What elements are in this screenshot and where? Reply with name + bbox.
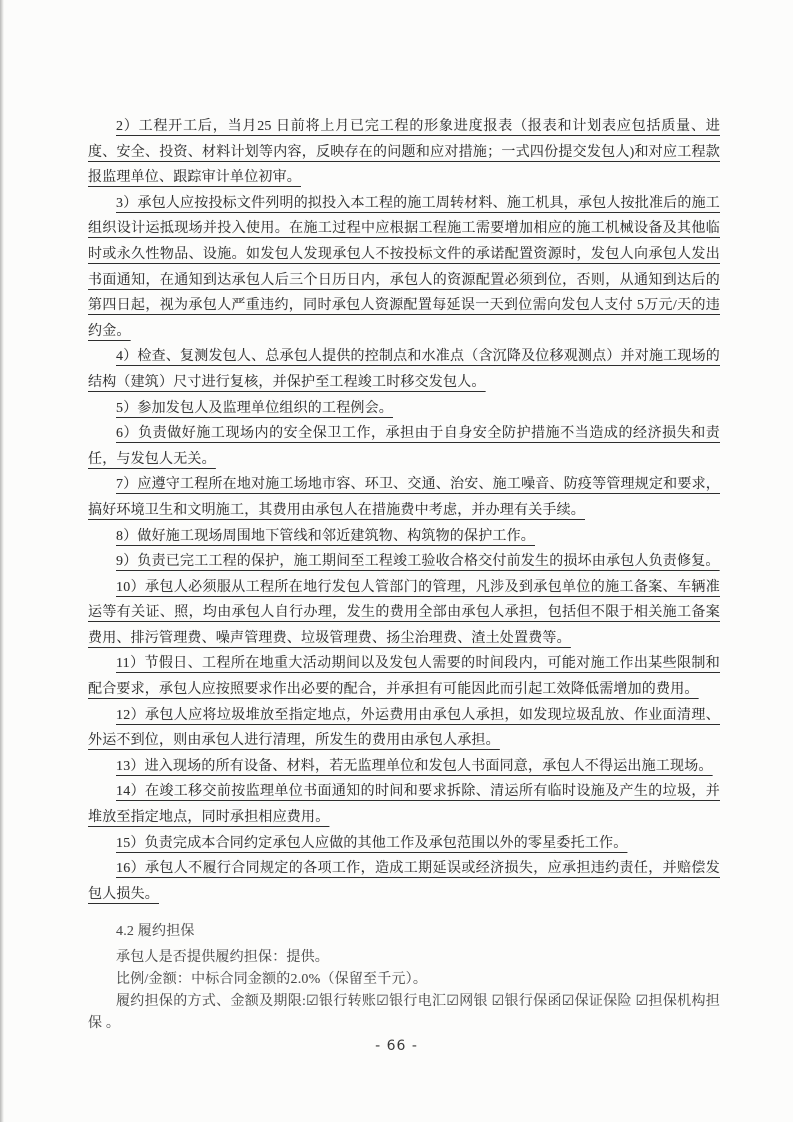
clause-6: 6）负责做好施工现场内的安全保卫工作，承担由于自身安全防护措施不当造成的经济损失和责任，与发包人无关。 [88,426,720,467]
clause-4: 4）检查、复测发包人、总承包人提供的控制点和水准点（含沉降及位移观测点）并对施工现场的结构（建筑）尺寸进行复核，并保护至工程竣工时移交发包人。 [88,349,720,390]
section-heading: 4.2 履约担保 [116,924,195,940]
clause-8: 8）做好施工现场周围地下管线和邻近建筑物、构筑物的保护工作。 [116,528,535,544]
clause-13: 13）进入现场的所有设备、材料，若无监理单位和发包人书面同意，承包人不得运出施工现场。 [116,758,713,774]
contract-text-block [88,114,720,1035]
clause-3: 3）承包人应按投标文件列明的拟投入本工程的施工周转材料、施工机具，承包人按批准后的施工组织设计运抵现场并投入使用。在施工过程中应根据工程施工需要增加相应的施工机械设备及其他临时或永久性物品、设施。如发包人发现承包人不按投标文件的承诺配置资源时，发包人向承包人发出书面通知，在通知到达承包人后三个日历日内，承包人的资源配置必须到位，否则，从通知到达后的第四日起，视为承包人严重违约，同时承包人资源配置每延误一天到位需向发包人支付 5万元/天的违约金。 [88,195,720,339]
clause-16: 16）承包人不履行合同规定的各项工作，造成工期延误或经济损失，应承担违约责任，并赔偿发包人损失。 [88,861,720,902]
clause-11: 11）节假日、工程所在地重大活动期间以及发包人需要的时间段内，可能对施工作出某些限制和配合要求，承包人应按照要求作出必要的配合，并承担有可能因此而引起工效降低需增加的费用。 [88,656,720,698]
scan-edge-artifact [0,0,4,1122]
clause-7: 7）应遵守工程所在地对施工场地市容、环卫、交通、治安、施工噪音、防疫等管理规定和要求，搞好环境卫生和文明施工，其费用由承包人在措施费中考虑，并办理有关手续。 [88,477,720,518]
clause-2: 2）工程开工后，当月25 日前将上月已完工程的形象进度报表（报表和计划表应包括质量、进度、安全、投资、材料计划等内容，反映存在的问题和应对措施；一式四份提交发包人)和对应工程款报监理单位、跟踪审计单位初审。 [88,119,720,186]
guarantee-methods-line: 履约担保的方式、金额及期限:☑银行转账☑银行电汇☑网银 ☑银行保函☑保证保险 ☑担保机构担保 。 [88,994,720,1032]
guarantee-ratio-line: 比例/金额：中标合同金额的2.0%（保留至千元）。 [116,972,428,988]
page-number: - 66 - [375,1038,418,1054]
guarantee-provided-line: 承包人是否提供履约担保：提供。 [116,950,329,966]
clause-14: 14）在竣工移交前按监理单位书面通知的时间和要求拆除、清运所有临时设施及产生的垃圾，并堆放至指定地点，同时承担相应费用。 [88,784,720,826]
clause-12: 12）承包人应将垃圾堆放至指定地点，外运费用由承包人承担，如发现垃圾乱放、作业面清理、外运不到位，则由承包人进行清理，所发生的费用由承包人承担。 [88,707,720,749]
clause-10: 10）承包人必须服从工程所在地行发包人管部门的管理，凡涉及到承包单位的施工备案、车辆准运等有关证、照，均由承包人自行办理，发生的费用全部由承包人承担，包括但不限于相关施工备案费用、排污管理费、噪声管理费、垃圾管理费、扬尘治理费、渣土处置费等。 [88,579,720,646]
clause-9: 9）负责已完工工程的保护，施工期间至工程竣工验收合格交付前发生的损坏由承包人负责修复。 [116,554,720,570]
clause-5: 5）参加发包人及监理单位组织的工程例会。 [116,400,393,416]
clause-15: 15）负责完成本合同约定承包人应做的其他工作及承包范围以外的零星委托工作。 [116,835,628,851]
section-performance-guarantee [88,921,720,1035]
